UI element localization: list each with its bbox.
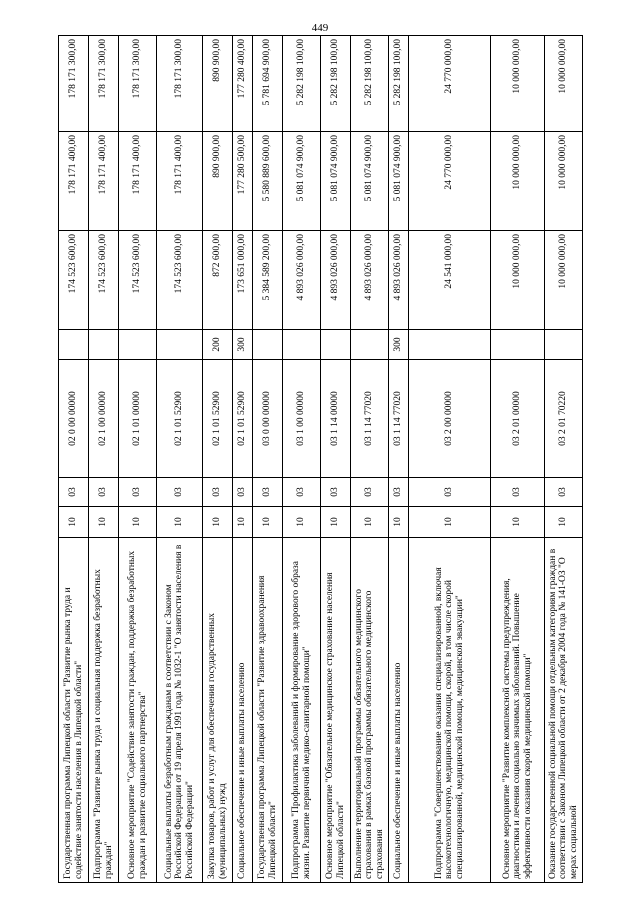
cell-code: 02 0 00 00000 (59, 360, 89, 478)
cell-v1: 4 893 026 000,00 (321, 231, 351, 330)
cell-v3: 890 900,00 (203, 36, 233, 132)
cell-name: Государственная программа Липецкой области "Развитие здравоохранения Липецкой области" (253, 538, 283, 883)
table-row (321, 36, 351, 883)
cell-name: Подпрограмма "Развитие рынка труда и социальная поддержка безработных граждан" (89, 538, 119, 883)
cell-code: 03 1 14 00000 (321, 360, 351, 478)
cell-v2: 890 900,00 (203, 132, 233, 231)
cell-sub: 03 (203, 478, 233, 507)
cell-name: Подпрограмма "Профилактика заболеваний и формирование здорового образа жизни. Развитие первичной медико-санитарной помощи" (283, 538, 321, 883)
cell-v3: 5 282 198 100,00 (389, 36, 409, 132)
cell-sub: 03 (351, 478, 389, 507)
cell-sec: 10 (89, 507, 119, 538)
cell-v3: 24 770 000,00 (409, 36, 491, 132)
cell-code: 02 1 01 52900 (233, 360, 253, 478)
cell-v1: 174 523 600,00 (59, 231, 89, 330)
cell-v2: 5 580 889 600,00 (253, 132, 283, 231)
cell-type (157, 330, 203, 360)
cell-sub: 03 (321, 478, 351, 507)
cell-sub: 03 (119, 478, 157, 507)
cell-sec: 10 (253, 507, 283, 538)
cell-v3: 178 171 300,00 (89, 36, 119, 132)
cell-type (119, 330, 157, 360)
cell-sub: 03 (233, 478, 253, 507)
cell-code: 02 1 01 00000 (119, 360, 157, 478)
cell-v3: 177 280 400,00 (233, 36, 253, 132)
cell-name: Основное мероприятие "Содействие занятости граждан, поддержка безработных граждан и развитие социального партнерства" (119, 538, 157, 883)
cell-code: 03 2 00 00000 (409, 360, 491, 478)
cell-type (89, 330, 119, 360)
table-row (203, 36, 233, 883)
cell-sub: 03 (545, 478, 583, 507)
table-row (157, 36, 203, 883)
cell-v1: 4 893 026 000,00 (351, 231, 389, 330)
cell-v1: 872 600,00 (203, 231, 233, 330)
table-row (59, 36, 89, 883)
cell-v2: 10 000 000,00 (491, 132, 545, 231)
cell-v3: 10 000 000,00 (491, 36, 545, 132)
cell-v2: 5 081 074 900,00 (321, 132, 351, 231)
cell-code: 02 1 00 00000 (89, 360, 119, 478)
cell-type (253, 330, 283, 360)
cell-v1: 10 000 000,00 (545, 231, 583, 330)
cell-code: 02 1 01 52900 (203, 360, 233, 478)
cell-v1: 10 000 000,00 (491, 231, 545, 330)
table-row (545, 36, 583, 883)
cell-sec: 10 (389, 507, 409, 538)
cell-v1: 174 523 600,00 (119, 231, 157, 330)
cell-v3: 178 171 300,00 (119, 36, 157, 132)
cell-type (545, 330, 583, 360)
rotated-table-container (58, 36, 579, 883)
cell-code: 03 2 01 70220 (545, 360, 583, 478)
cell-v3: 5 282 198 100,00 (321, 36, 351, 132)
cell-name: Государственная программа Липецкой области "Развитие рынка труда и содействие занятости населения в Липецкой области" (59, 538, 89, 883)
cell-type (283, 330, 321, 360)
cell-sec: 10 (233, 507, 253, 538)
cell-name: Оказание государственной социальной помощи отдельным категориям граждан в соответствии с Законом Липецкой области от 2 декабря 2004 года № 141-ОЗ "О мерах социальной (545, 538, 583, 883)
cell-sec: 10 (351, 507, 389, 538)
table-row (283, 36, 321, 883)
cell-code: 03 1 14 77020 (351, 360, 389, 478)
cell-v1: 174 523 600,00 (89, 231, 119, 330)
cell-sub: 03 (157, 478, 203, 507)
cell-sub: 03 (409, 478, 491, 507)
cell-v3: 178 171 300,00 (157, 36, 203, 132)
cell-sec: 10 (409, 507, 491, 538)
table-row (409, 36, 491, 883)
cell-name: Закупка товаров, работ и услуг для обеспечения государственных (муниципальных) нужд (203, 538, 233, 883)
table-row (253, 36, 283, 883)
cell-name: Подпрограмма "Совершенствование оказания специализированной, включая высокотехнологичную, медицинской помощи, скорой, в том числе скорой специализированной, медицинской помощи, медицинской эвакуации" (409, 538, 491, 883)
cell-v1: 174 523 600,00 (157, 231, 203, 330)
cell-v2: 178 171 400,00 (119, 132, 157, 231)
cell-type: 300 (389, 330, 409, 360)
cell-sec: 10 (491, 507, 545, 538)
cell-code: 03 1 00 00000 (283, 360, 321, 478)
cell-sec: 10 (157, 507, 203, 538)
table-row (389, 36, 409, 883)
cell-type: 300 (233, 330, 253, 360)
cell-v3: 5 282 198 100,00 (351, 36, 389, 132)
cell-code: 03 1 14 77020 (389, 360, 409, 478)
cell-code: 03 0 00 00000 (253, 360, 283, 478)
table-body (59, 36, 583, 883)
cell-v1: 5 384 589 200,00 (253, 231, 283, 330)
table-row (233, 36, 253, 883)
cell-name: Основное мероприятие "Обязательное медицинское страхование населения Липецкой области" (321, 538, 351, 883)
cell-name: Социальные выплаты безработным гражданам в соответствии с Законом Российской Федерации от 19 апреля 1991 года № 1032-1 "О занятости населения в Российской Федерации" (157, 538, 203, 883)
cell-sub: 03 (253, 478, 283, 507)
cell-v2: 5 081 074 900,00 (389, 132, 409, 231)
page-number: 449 (311, 22, 329, 34)
cell-v2: 10 000 000,00 (545, 132, 583, 231)
cell-sec: 10 (321, 507, 351, 538)
table-row (351, 36, 389, 883)
table-row (491, 36, 545, 883)
cell-type (409, 330, 491, 360)
cell-sub: 03 (59, 478, 89, 507)
cell-v2: 5 081 074 900,00 (351, 132, 389, 231)
budget-table (58, 35, 583, 883)
cell-v1: 24 541 000,00 (409, 231, 491, 330)
cell-v2: 178 171 400,00 (89, 132, 119, 231)
cell-v1: 4 893 026 000,00 (283, 231, 321, 330)
cell-sub: 03 (491, 478, 545, 507)
table-row (119, 36, 157, 883)
cell-v2: 178 171 400,00 (157, 132, 203, 231)
cell-v3: 5 781 694 900,00 (253, 36, 283, 132)
cell-code: 02 1 01 52900 (157, 360, 203, 478)
cell-type (59, 330, 89, 360)
cell-type (351, 330, 389, 360)
cell-code: 03 2 01 00000 (491, 360, 545, 478)
cell-sub: 03 (283, 478, 321, 507)
table-row (89, 36, 119, 883)
cell-sec: 10 (59, 507, 89, 538)
cell-type: 200 (203, 330, 233, 360)
cell-v3: 178 171 300,00 (59, 36, 89, 132)
cell-v2: 177 280 500,00 (233, 132, 253, 231)
cell-sec: 10 (283, 507, 321, 538)
cell-v3: 10 000 000,00 (545, 36, 583, 132)
cell-v1: 4 893 026 000,00 (389, 231, 409, 330)
cell-name: Социальное обеспечение и иные выплаты населению (233, 538, 253, 883)
cell-sub: 03 (89, 478, 119, 507)
cell-name: Выполнение территориальной программы обязательного медицинского страхования в рамках базовой программы обязательного медицинского страхования (351, 538, 389, 883)
rotated-table-area (58, 36, 579, 883)
cell-v1: 173 651 000,00 (233, 231, 253, 330)
cell-v2: 178 171 400,00 (59, 132, 89, 231)
cell-sec: 10 (545, 507, 583, 538)
cell-v2: 5 081 074 900,00 (283, 132, 321, 231)
cell-sec: 10 (119, 507, 157, 538)
cell-v3: 5 282 198 100,00 (283, 36, 321, 132)
cell-name: Социальное обеспечение и иные выплаты населению (389, 538, 409, 883)
cell-type (491, 330, 545, 360)
cell-sec: 10 (203, 507, 233, 538)
cell-sub: 03 (389, 478, 409, 507)
cell-v2: 24 770 000,00 (409, 132, 491, 231)
cell-name: Основное мероприятие "Развитие комплексной системы предупреждения, диагностики и лечения социально значимых заболеваний. Повышение эффективности оказания скорой медицинской помощи" (491, 538, 545, 883)
cell-type (321, 330, 351, 360)
